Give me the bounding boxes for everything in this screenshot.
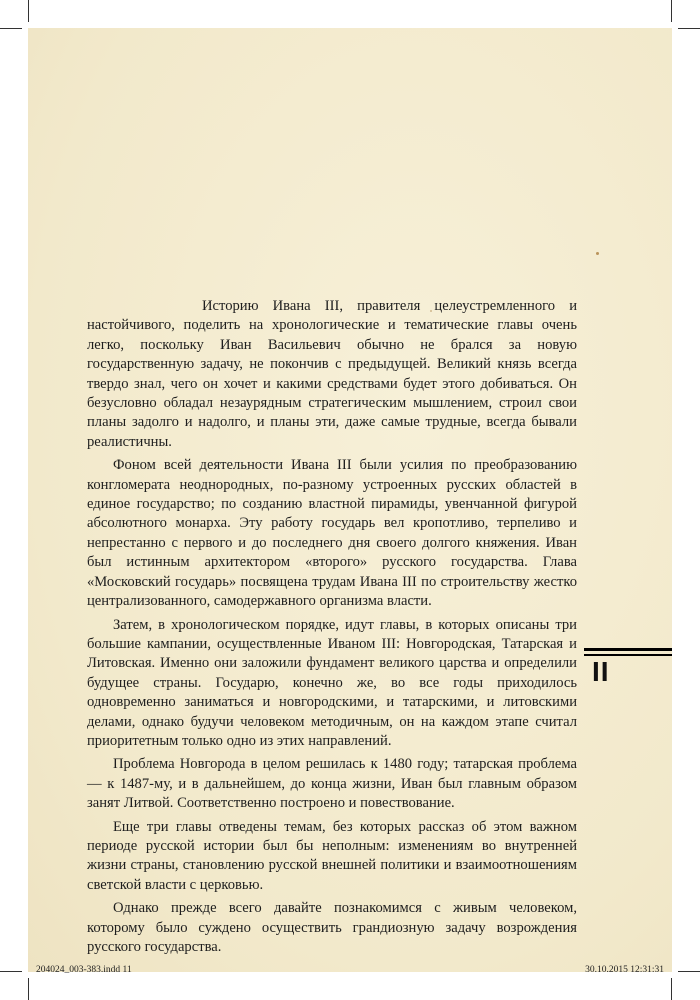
- paragraph: Однако прежде всего давайте познакомимся с живым человеком, которому было суждено осуществить грандиозную задачу возрождения русского государства.: [87, 900, 577, 955]
- crop-mark: [671, 978, 672, 1000]
- crop-mark: [0, 971, 22, 972]
- body-text: [87, 297, 577, 961]
- crop-mark: [28, 0, 29, 22]
- chapter-number: II: [592, 656, 610, 687]
- crop-mark: [0, 28, 22, 29]
- crop-mark: [678, 971, 700, 972]
- paragraph: Историю Ивана III, правителя целеустремленного и настойчивого, поделить на хронологические и тематические главы очень легко, поскольку Иван Васильевич обычно не брался за новую государственную задачу, не покончив с предыдущей. Великий князь всегда твердо знал, чего он хочет и какими средствами будет этого добиваться. Он безусловно обладал незаурядным стратегическим мышлением, строил свои планы задолго и надолго, и планы эти, даже самые трудные, всегда бывали реалистичны.: [87, 298, 577, 450]
- paragraph: Затем, в хронологическом порядке, идут главы, в которых описаны три большие кампании, осуществленные Иваном III: Новгородская, Татарская и Литовская. Именно они заложили фундамент великого царства и определили будущее страны. Государю, конечно же, во все годы приходилось одновременно заниматься и новгородскими, и татарскими, и литовскими делами, однако будучи человеком методичным, он на каждом этапе считал приоритетным только одно из этих направлений.: [87, 616, 577, 749]
- paragraph: Еще три главы отведены темам, без которых рассказ об этом важном периоде русской истории был бы неполным: изменениям во внутренней жизни страны, становлению русской внешней политики и взаимоотношениям светской власти с церковью.: [87, 818, 577, 893]
- crop-mark: [28, 978, 29, 1000]
- paper-speck: [596, 252, 599, 255]
- slug-datetime: 30.10.2015 12:31:31: [585, 965, 664, 975]
- paragraph: Фоном всей деятельности Ивана III были усилия по преобразованию конгломерата неоднородных, по-разному устроенных русских областей в единое государство; по созданию властной пирамиды, увенчанной фигурой абсолютного монарха. Эту работу государь вел кропотливо, терпеливо и непрестанно с первого и до последнего дня своего долгого княжения. Иван был истинным архитектором «второго» русского государства. Глава «Московский государь» посвящена трудам Ивана III по строительству жестко централизованного, самодержавного организма власти.: [87, 457, 577, 610]
- slug-file: 204024_003-383.indd 11: [36, 965, 132, 975]
- chapter-tab-rule: [584, 648, 672, 651]
- crop-mark: [678, 28, 700, 29]
- crop-mark: [671, 0, 672, 22]
- paragraph: Проблема Новгорода в целом решилась к 1480 году; татарская проблема — к 1487-му, и в дальнейшем, до конца жизни, Иван был главным образом занят Литвой. Соответственно построено и повествование.: [87, 756, 577, 812]
